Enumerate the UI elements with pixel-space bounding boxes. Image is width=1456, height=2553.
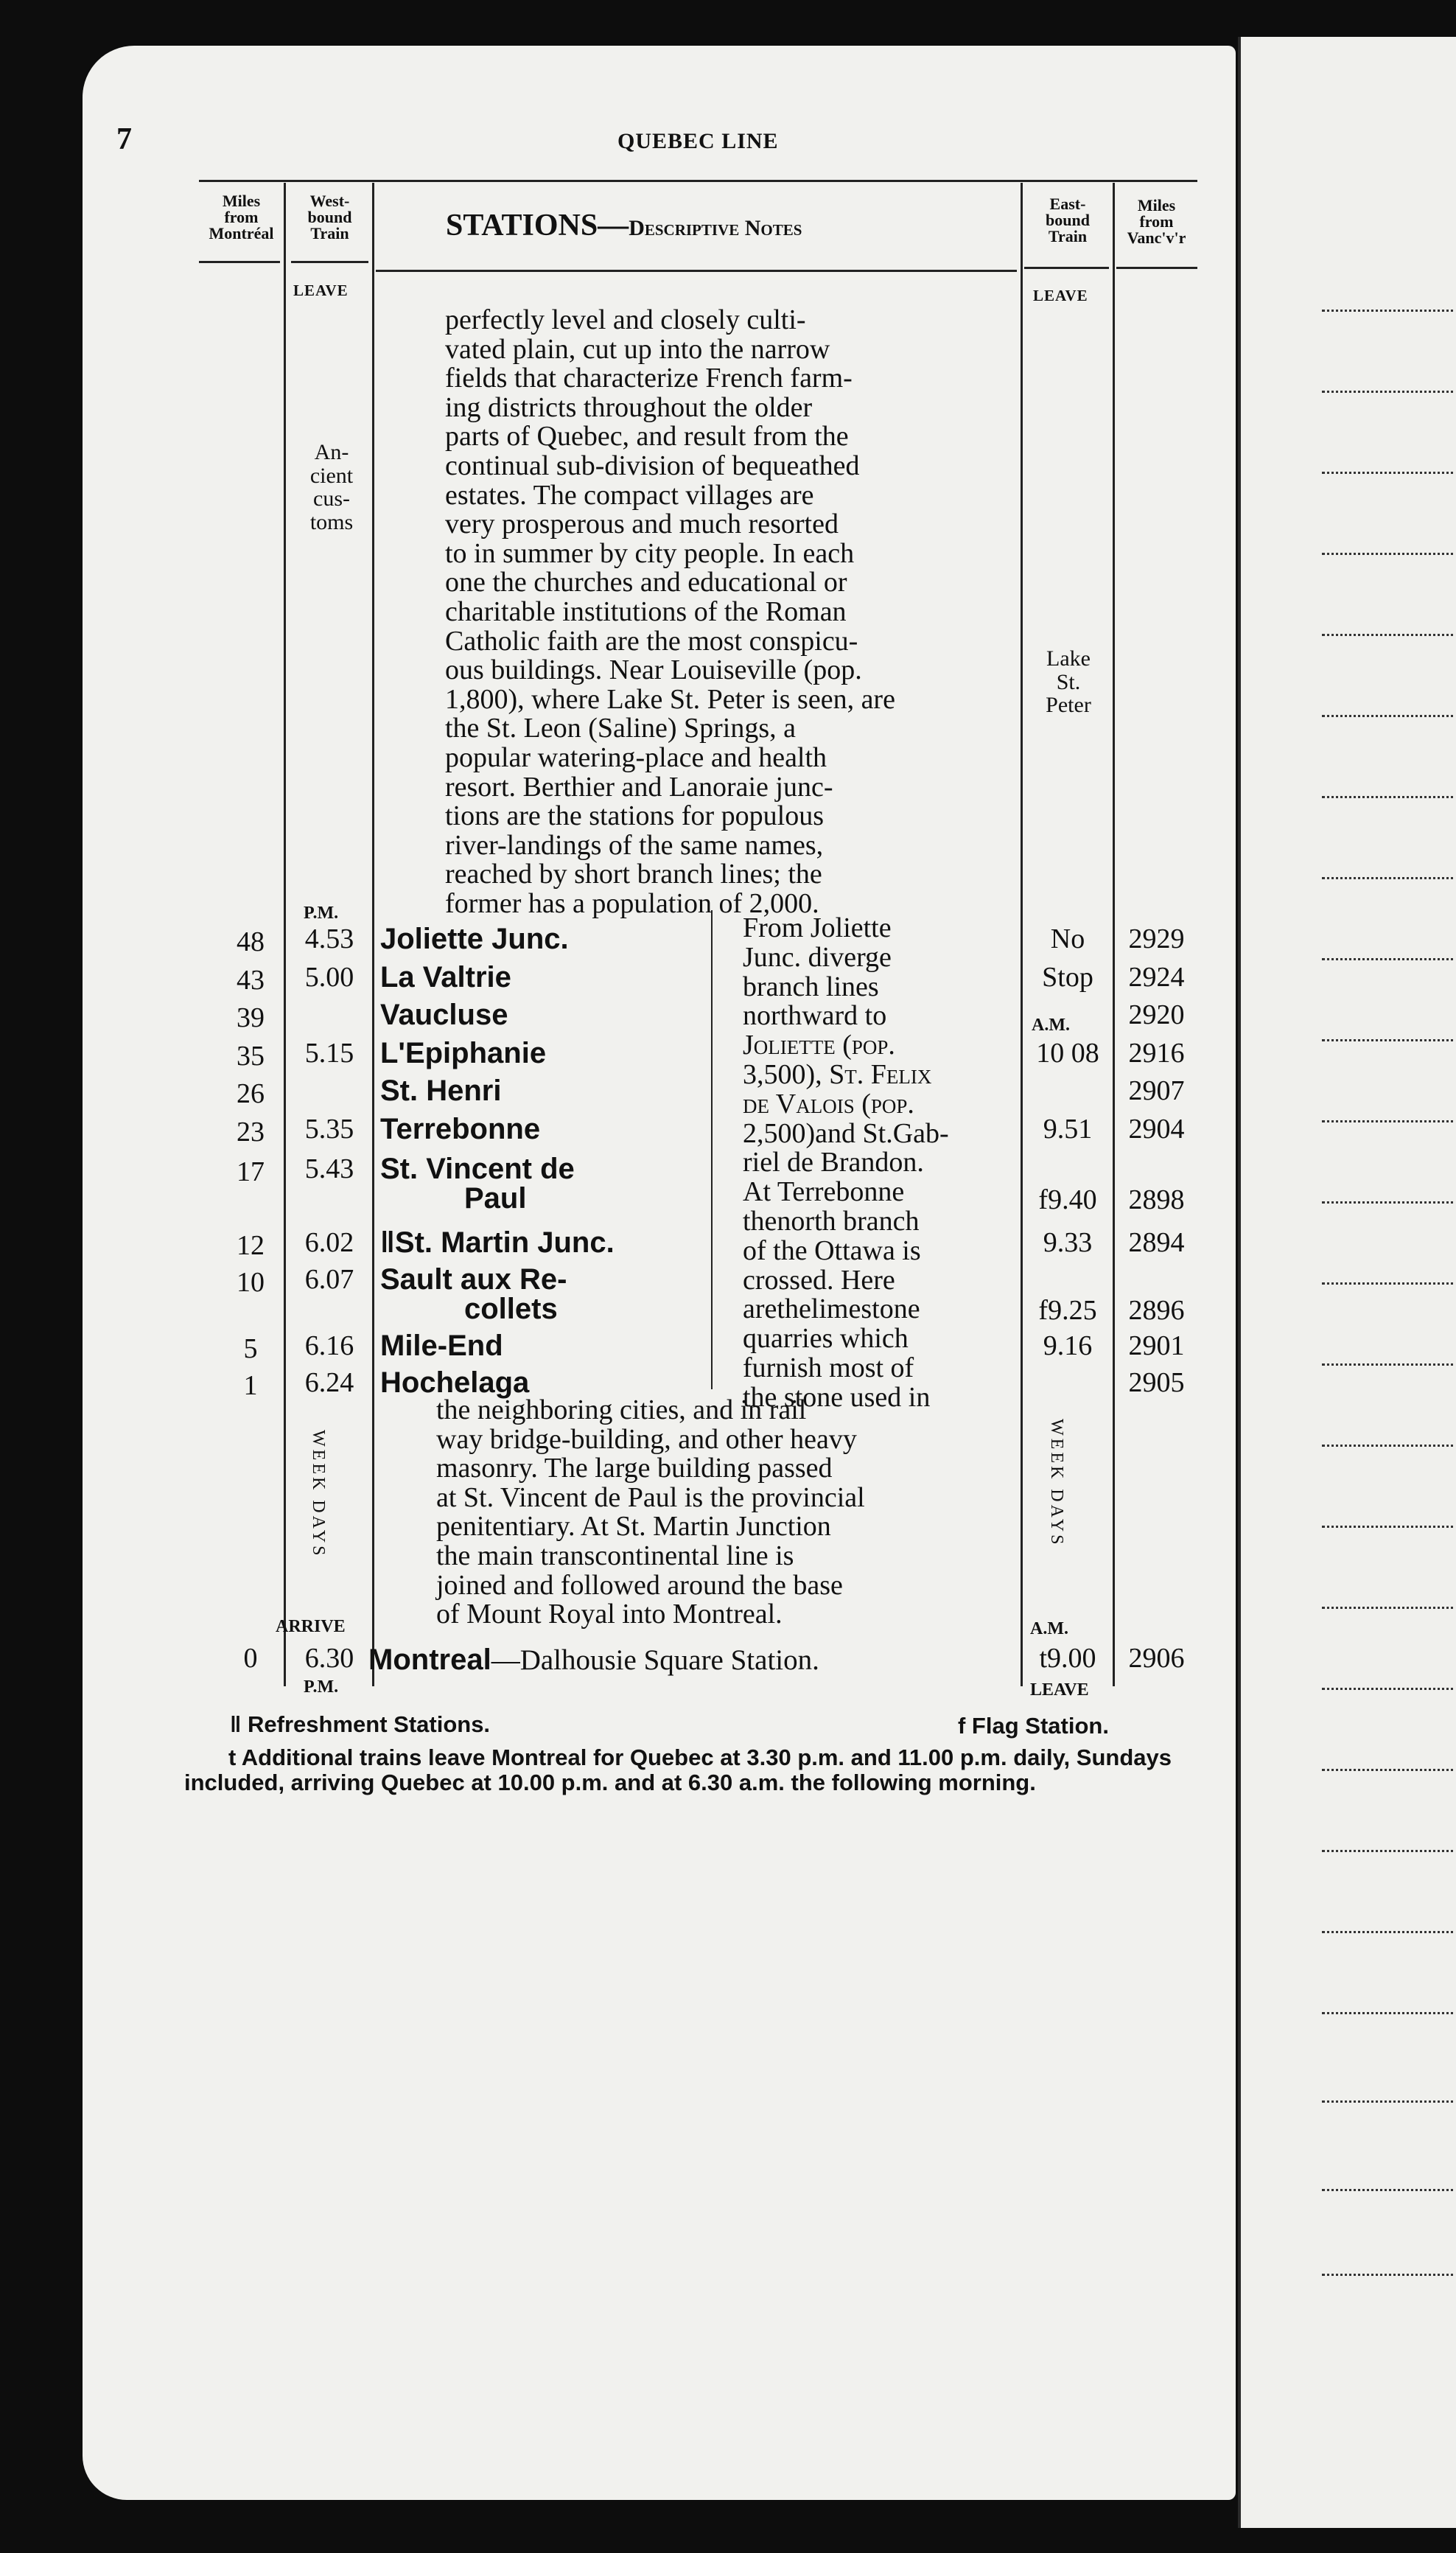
footnote-refreshment: ‖ Refreshment Stations.	[230, 1711, 491, 1737]
station-east-time: No	[1050, 923, 1085, 954]
station-name: St. Henri	[380, 1075, 502, 1107]
ruled-line	[1322, 1039, 1456, 1041]
ruled-line	[1322, 1769, 1456, 1771]
station-vanc-miles: 2898	[1128, 1184, 1185, 1215]
am-label-east-top: A.M.	[1032, 1016, 1070, 1035]
col-westbound-train: West- bound Train	[307, 192, 352, 242]
station-west-time: 6.07	[304, 1264, 354, 1295]
page-running-title: QUEBEC LINE	[617, 129, 779, 153]
station-name: Mile-End	[380, 1330, 503, 1362]
leave-label-bottom: LEAVE	[1030, 1680, 1089, 1700]
station-name: L'Epiphanie	[380, 1037, 547, 1069]
ruled-line	[1322, 1931, 1456, 1933]
am-label-east: A.M.	[1030, 1619, 1068, 1638]
ruled-line	[1322, 391, 1456, 393]
ruled-line	[1322, 877, 1456, 879]
station-name: Hochelaga	[380, 1366, 530, 1399]
station-west-time: 5.15	[304, 1038, 354, 1069]
week-days-label-east: WEEK DAYS	[1047, 1419, 1066, 1548]
ruled-line	[1322, 1607, 1456, 1609]
station-miles: 17	[237, 1156, 265, 1187]
station-east-time: 10 08	[1036, 1038, 1099, 1069]
station-miles: 48	[237, 926, 265, 957]
station-vanc-miles: 2894	[1128, 1227, 1185, 1258]
ruled-line	[1322, 310, 1456, 312]
pm-label-top: P.M.	[304, 904, 339, 923]
station-west-time: 4.53	[304, 923, 354, 954]
station-east-time: f9.25	[1038, 1295, 1097, 1326]
descriptive-note-bottom: the neighboring cities, and in rail way bridge-building, and other heavy masonry. The large building passed at St. Vincent de Paul is the provincial penitentiary. At St. Martin Junction the main transcontinental line is joined and followed around the base of Mount Royal into Montreal.	[436, 1394, 865, 1630]
station-vanc-miles: 2907	[1128, 1075, 1185, 1106]
ruled-line	[1322, 472, 1456, 474]
leave-label-east: LEAVE	[1033, 287, 1088, 304]
ruled-line	[1322, 2189, 1456, 2191]
footnote-flag: f Flag Station.	[958, 1713, 1109, 1739]
station-miles: 12	[237, 1230, 265, 1261]
station-vanc-miles: 2920	[1128, 999, 1185, 1030]
station-vanc-miles: 2904	[1128, 1114, 1185, 1145]
station-vanc-miles: 2924	[1128, 962, 1185, 993]
ruled-line	[1322, 634, 1456, 636]
station-name: Terrebonne	[380, 1113, 541, 1145]
station-vanc-miles: 2896	[1128, 1295, 1185, 1326]
arrive-label: ARRIVE	[276, 1617, 346, 1636]
ruled-line	[1322, 2012, 1456, 2014]
ruled-line	[1322, 1688, 1456, 1690]
station-vanc-miles: 2916	[1128, 1038, 1185, 1069]
station-west-time: 5.00	[304, 962, 354, 993]
station-miles: 39	[237, 1002, 265, 1033]
ruled-line	[1322, 1363, 1456, 1366]
terminal-vanc-miles: 2906	[1128, 1643, 1185, 1674]
ruled-line	[1322, 2100, 1456, 2103]
ruled-line	[1322, 1445, 1456, 1447]
station-miles: 1	[243, 1370, 258, 1401]
station-name: Vaucluse	[380, 999, 508, 1031]
station-vanc-miles: 2929	[1128, 923, 1185, 954]
col-miles-from-vancouver: Miles from Vanc'v'r	[1127, 196, 1186, 247]
station-west-time: 6.02	[304, 1227, 354, 1258]
footnote-additional-trains: t Additional trains leave Montreal for Quebec at 3.30 p.m. and 11.00 p.m. daily, Sundays included, arriving Quebec at 10.00 p.m. and at 6.30 a.m. the following morning.	[184, 1745, 1172, 1796]
station-east-time: 9.33	[1043, 1227, 1093, 1258]
station-vanc-miles: 2901	[1128, 1330, 1185, 1361]
col-stations-title: STATIONS—Descriptive Notes	[446, 209, 802, 242]
station-miles: 26	[237, 1078, 265, 1109]
station-vanc-miles: 2905	[1128, 1367, 1185, 1398]
ruled-line	[1322, 2274, 1456, 2276]
station-miles: 5	[243, 1333, 258, 1364]
station-name: La Valtrie	[380, 961, 511, 993]
station-name: Joliette Junc.	[380, 923, 569, 955]
station-miles: 35	[237, 1041, 265, 1072]
station-name-cont: Paul	[464, 1182, 527, 1215]
station-name-cont: collets	[464, 1293, 558, 1325]
station-name: St. Vincent de	[380, 1153, 575, 1185]
station-east-time: 9.16	[1043, 1330, 1093, 1361]
ruled-line	[1322, 553, 1456, 555]
ruled-line	[1322, 1282, 1456, 1285]
ancient-customs-note: An- cient cus- toms	[309, 440, 354, 534]
pm-label-bottom: P.M.	[304, 1677, 339, 1697]
col-miles-from-montreal: Miles from Montréal	[209, 192, 274, 242]
facing-page	[1238, 37, 1456, 2528]
station-east-time: Stop	[1042, 962, 1093, 993]
ruled-line	[1322, 1526, 1456, 1528]
terminal-station: Montreal—Dalhousie Square Station.	[368, 1644, 819, 1676]
ruled-line	[1322, 1201, 1456, 1204]
descriptive-note-top: perfectly level and closely culti- vated plain, cut up into the narrow fields that characterize French farm- ing districts throughout the older parts of Quebec, and result from the continual sub-division of bequeathed estates. The compact villages are very prosperous and much resorted to in summer by city people. In each one the churches and educational or charitable institutions of the Roman Catholic faith are the most conspicu- ous buildings. Near Louiseville (pop. 1,800), where Lake St. Peter is seen, are the St. Leon (Saline) Springs, a popular watering-place and health resort. Berthier and Lanoraie junc- tions are the stations for populous river-landings of the same names, reached by short branch lines; the former has a population of 2,000.	[445, 304, 895, 919]
station-east-time: f9.40	[1038, 1184, 1097, 1215]
ruled-line	[1322, 715, 1456, 717]
lake-st-peter-note: Lake St. Peter	[1046, 646, 1091, 717]
station-miles: 23	[237, 1117, 265, 1148]
station-name: Sault aux Re-	[380, 1263, 567, 1296]
station-west-time: 5.43	[304, 1153, 354, 1184]
station-miles: 10	[237, 1267, 265, 1298]
ruled-line	[1322, 796, 1456, 798]
page-number: 7	[116, 122, 132, 156]
week-days-label-west: WEEK DAYS	[309, 1430, 328, 1559]
ruled-line	[1322, 1120, 1456, 1122]
station-name: ‖St. Martin Junc.	[380, 1226, 615, 1259]
leave-label-west: LEAVE	[293, 282, 349, 299]
ruled-line	[1322, 958, 1456, 960]
station-east-time: 9.51	[1043, 1114, 1093, 1145]
station-miles: 43	[237, 965, 265, 996]
descriptive-note-branch: From Joliette Junc. diverge branch lines northward to Joliette (pop. 3,500), St. Felix de Valois (pop. 2,500)and St.Gab- riel de Brandon. At Terrebonne thenorth branch of the Ottawa is crossed. Here arethelimestone quarries which furnish most of the stone used in	[743, 912, 949, 1413]
station-west-time: 5.35	[304, 1114, 354, 1145]
terminal-east-time: t9.00	[1039, 1643, 1096, 1674]
terminal-west-time: 6.30	[304, 1643, 354, 1674]
station-west-time: 6.16	[304, 1330, 354, 1361]
col-eastbound-train: East- bound Train	[1046, 195, 1090, 245]
ruled-line	[1322, 1850, 1456, 1852]
terminal-miles: 0	[243, 1643, 258, 1674]
station-west-time: 6.24	[304, 1367, 354, 1398]
